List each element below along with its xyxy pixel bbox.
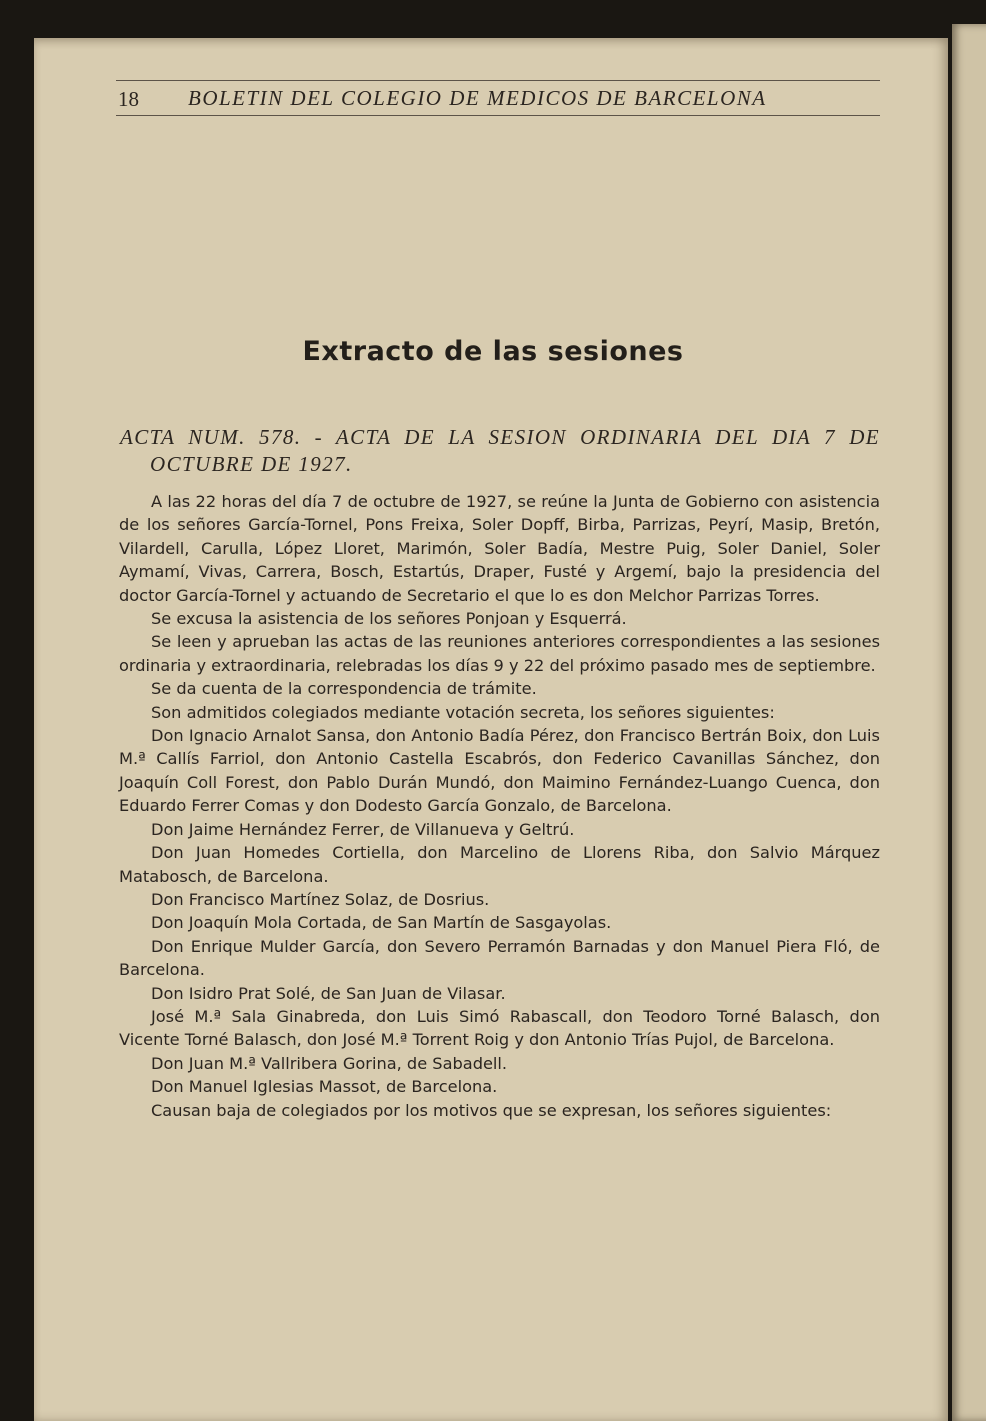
paragraph-approval: Se leen y aprueban las actas de las reuniones anteriores correspondientes a las sesiones ordinaria y extraordinaria, relebradas los días 9 y 22 del próximo pasado mes de septiembre.: [119, 632, 880, 675]
paragraph-admitted-dosrius: Don Francisco Martínez Solaz, de Dosrius.: [151, 889, 490, 909]
acta-heading-line-2: OCTUBRE DE 1927.: [150, 452, 353, 476]
paragraph-excuses: Se excusa la asistencia de los señores Ponjoan y Esquerrá.: [151, 609, 627, 629]
minutes-body: [119, 490, 880, 1122]
page-number: 18: [118, 87, 139, 111]
section-title: Extracto de las sesiones: [302, 336, 684, 367]
paragraph-admissions-intro: Son admitidos colegiados mediante votación secreta, los señores siguientes:: [151, 702, 775, 722]
acta-heading: [120, 424, 880, 478]
acta-heading-line-1: ACTA NUM. 578. - ACTA DE LA SESION ORDINARIA DEL DIA 7 DE: [120, 425, 880, 449]
running-header: [116, 80, 880, 116]
paragraph-admitted-villanueva: Don Jaime Hernández Ferrer, de Villanueva y Geltrú.: [151, 819, 575, 839]
paragraph-admitted-sabadell: Don Juan M.ª Vallribera Gorina, de Sabadell.: [151, 1053, 508, 1073]
paragraph-admitted-mulder: Don Enrique Mulder García, don Severo Perramón Barnadas y don Manuel Piera Fló, de Barcelona.: [119, 936, 880, 980]
paragraph-admitted-sala: José M.ª Sala Ginabreda, don Luis Simó Rabascall, don Teodoro Torné Balasch, don Vicente Torné Balasch, don José M.ª Torrent Roig y don Antonio Trías Pujol, de Barcelona.: [119, 1006, 880, 1050]
paragraph-admitted-vilasar: Don Isidro Prat Solé, de San Juan de Vilasar.: [151, 983, 506, 1003]
paragraph-withdrawals-intro: Causan baja de colegiados por los motivos que se expresan, los señores siguientes:: [151, 1100, 832, 1120]
paragraph-admitted-homedes: Don Juan Homedes Cortiella, don Marcelino de Llorens Riba, don Salvio Márquez Matabosch, de Barcelona.: [119, 843, 880, 886]
paragraph-opening: A las 22 horas del día 7 de octubre de 1927, se reúne la Junta de Gobierno con asistencia de los señores García-Tornel, Pons Freixa, Soler Dopff, Birba, Parrizas, Peyrí, Masip, Bretón, Vilardell, Carulla, López Lloret, Marimón, Soler Badía, Mestre Puig, Soler Daniel, Soler Aymamí, Vivas, Carrera, Bosch, Estartús, Draper, Fusté y Argemí, bajo la presidencia del doctor García-Tornel y actuando de Secretario el que lo es don Melchor Parrizas Torres.: [119, 492, 880, 605]
paragraph-admitted-sasgayolas: Don Joaquín Mola Cortada, de San Martín de Sasgayolas.: [151, 913, 612, 933]
adjacent-page-edge: [952, 24, 986, 1421]
paragraph-admitted-barcelona: Don Ignacio Arnalot Sansa, don Antonio Badía Pérez, don Francisco Bertrán Boix, don Luis M.ª Callís Farriol, don Antonio Castella Escabrós, don Federico Cavanillas Sánchez, don Joaquín Coll Forest, don Pablo Durán Mundó, don Maimino Fernández-Luango Cuenca, don Eduardo Ferrer Comas y don Dodesto García Gonzalo, de Barcelona.: [119, 726, 880, 816]
paragraph-admitted-iglesias: Don Manuel Iglesias Massot, de Barcelona.: [151, 1077, 498, 1097]
paragraph-correspondence: Se da cuenta de la correspondencia de trámite.: [151, 679, 537, 699]
journal-title: BOLETIN DEL COLEGIO DE MEDICOS DE BARCELONA: [188, 86, 767, 110]
